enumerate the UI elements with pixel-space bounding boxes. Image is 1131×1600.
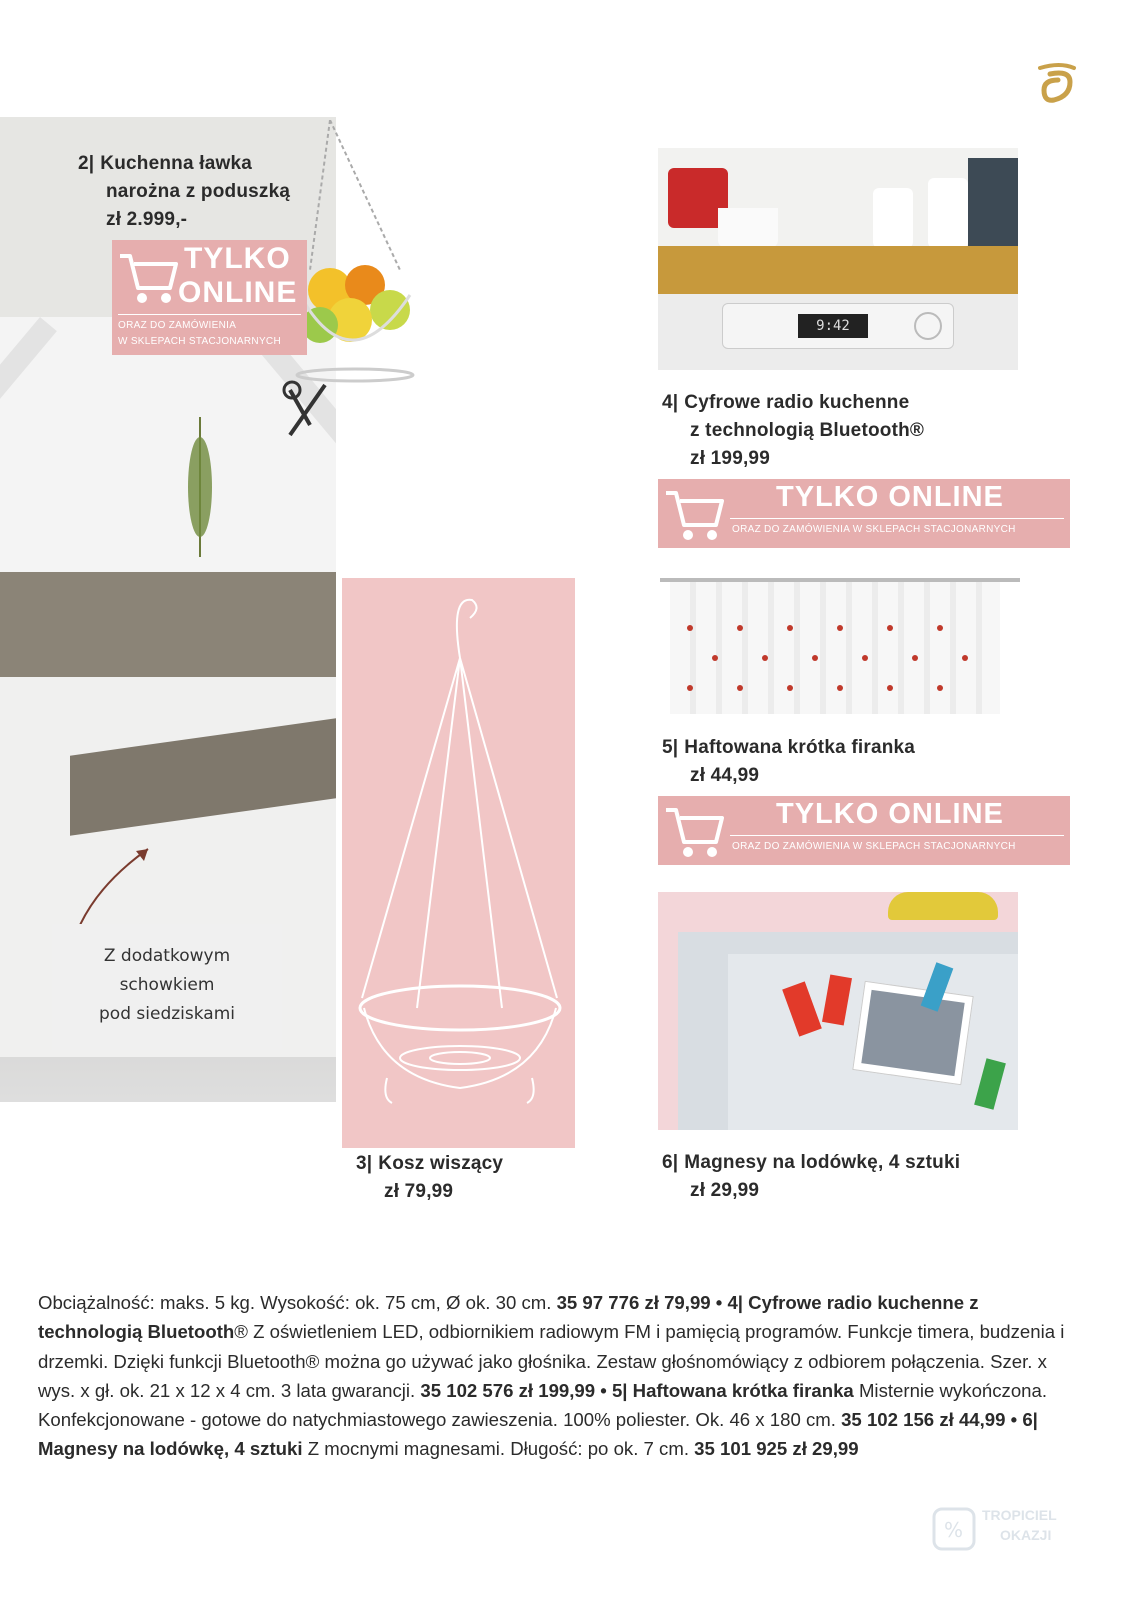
watermark-line2: OKAZJI xyxy=(1000,1527,1052,1543)
badge-2-note-line2: W SKLEPACH STACJONARNYCH xyxy=(118,336,281,347)
product-6-name: Magnesy na lodówkę, 4 sztuki xyxy=(684,1152,961,1173)
shopping-cart-icon xyxy=(664,802,726,860)
desc-segment-3: ® Z oświetleniem LED, odbiornikiem radiowym FM i pamięcią programów. Funkcje timera, budzenia i drzemki. Dzięki funkcji Bluetooth® można go używać jako głośnika. Zestaw głośnomówiący z odbiorem połączenia. Szer. x wys. x gł. ok. 21 x 12 x 4 cm. 3 lata gwarancji. xyxy=(38,1321,1065,1401)
product-5-name: Haftowana krótka firanka xyxy=(684,737,916,758)
product-6-number: 6| xyxy=(662,1152,679,1173)
product-3-number: 3| xyxy=(356,1153,373,1174)
desc-segment-2: 35 97 776 zł 79,99 • 4| Cyfrowe radio kuchenne z technologią Bluetooth xyxy=(38,1292,979,1343)
product-5-price: zł 44,99 xyxy=(690,765,760,786)
desc-segment-6: 35 102 156 zł 44,99 • 6| Magnesy na lodówkę, 4 sztuki xyxy=(38,1409,1038,1460)
tchibo-logo-icon xyxy=(1030,60,1084,114)
badge-5-title: TYLKO ONLINE xyxy=(776,798,1004,830)
product-6-title xyxy=(662,1149,960,1205)
radio-display: 9:42 xyxy=(798,314,868,338)
desc-segment-5: Misternie wykończona. Konfekcjonowane - gotowe do natychmiastowego zawieszenia. 100% poliester. Ok. 46 x 180 cm. xyxy=(38,1379,1048,1431)
tropiciel-okazji-watermark xyxy=(930,1495,1070,1565)
svg-text:%: % xyxy=(944,1518,964,1542)
product-3-title xyxy=(356,1150,503,1206)
desc-segment-4: 35 102 576 zł 199,99 • 5| Haftowana krótka firanka xyxy=(420,1379,854,1401)
curtain-photo xyxy=(660,578,1020,718)
product-2-number: 2| xyxy=(78,153,95,174)
desc-segment-1: Obciążalność: maks. 5 kg. Wysokość: ok. 75 cm, Ø ok. 30 cm. xyxy=(38,1292,557,1313)
badge-2-online: ONLINE xyxy=(178,276,298,309)
badge-5-note: ORAZ DO ZAMÓWIENIA W SKLEPACH STACJONARNYCH xyxy=(732,841,1016,852)
wire-basket-icon xyxy=(342,578,575,1148)
product-4-price: zł 199,99 xyxy=(690,448,770,469)
kitchen-radio-photo xyxy=(658,148,1018,370)
product-4-name-line2: z technologią Bluetooth® xyxy=(690,420,925,441)
product-3-price: zł 79,99 xyxy=(384,1181,454,1202)
online-only-badge-5 xyxy=(658,796,1070,865)
callout-line1: Z dodatkowym xyxy=(103,946,231,966)
watermark-line1: TROPICIEL xyxy=(982,1507,1057,1523)
online-only-badge-2 xyxy=(112,240,307,355)
badge-2-tylko: TYLKO xyxy=(184,242,291,275)
badge-2-note-line1: ORAZ DO ZAMÓWIENIA xyxy=(118,320,237,331)
desc-segment-7: Z mocnymi magnesami. Długość: po ok. 7 cm. xyxy=(302,1438,695,1460)
percent-tag-icon xyxy=(930,1505,978,1553)
product-3-name: Kosz wiszący xyxy=(378,1153,504,1174)
shopping-cart-icon xyxy=(664,485,726,543)
hanging-basket-photo xyxy=(342,578,575,1148)
herbs-icon xyxy=(180,417,220,557)
badge-4-title: TYLKO ONLINE xyxy=(776,481,1004,513)
fridge-magnets-photo xyxy=(658,892,1018,1130)
cherry-pattern-icon xyxy=(660,578,1020,718)
product-4-title xyxy=(662,389,924,473)
product-6-price: zł 29,99 xyxy=(690,1180,760,1201)
product-5-title xyxy=(662,734,915,790)
online-only-badge-4 xyxy=(658,479,1070,548)
callout-line3: pod siedziskami xyxy=(99,1004,235,1024)
shopping-cart-icon xyxy=(118,248,180,306)
product-4-number: 4| xyxy=(662,392,679,413)
product-4-name-line1: Cyfrowe radio kuchenne xyxy=(684,392,910,413)
desc-segment-8: 35 101 925 zł 29,99 xyxy=(694,1438,859,1460)
product-2-price: zł 2.999,- xyxy=(106,209,188,230)
callout-line2: schowkiem xyxy=(119,975,215,995)
product-5-number: 5| xyxy=(662,737,679,758)
product-2-name-line2: narożna z poduszką xyxy=(106,181,291,202)
badge-4-note: ORAZ DO ZAMÓWIENIA W SKLEPACH STACJONARNYCH xyxy=(732,524,1016,535)
product-2-name-line1: Kuchenna ławka xyxy=(100,153,252,174)
product-2-title xyxy=(78,150,290,234)
product-descriptions xyxy=(38,1288,1078,1464)
storage-callout xyxy=(52,924,282,1050)
